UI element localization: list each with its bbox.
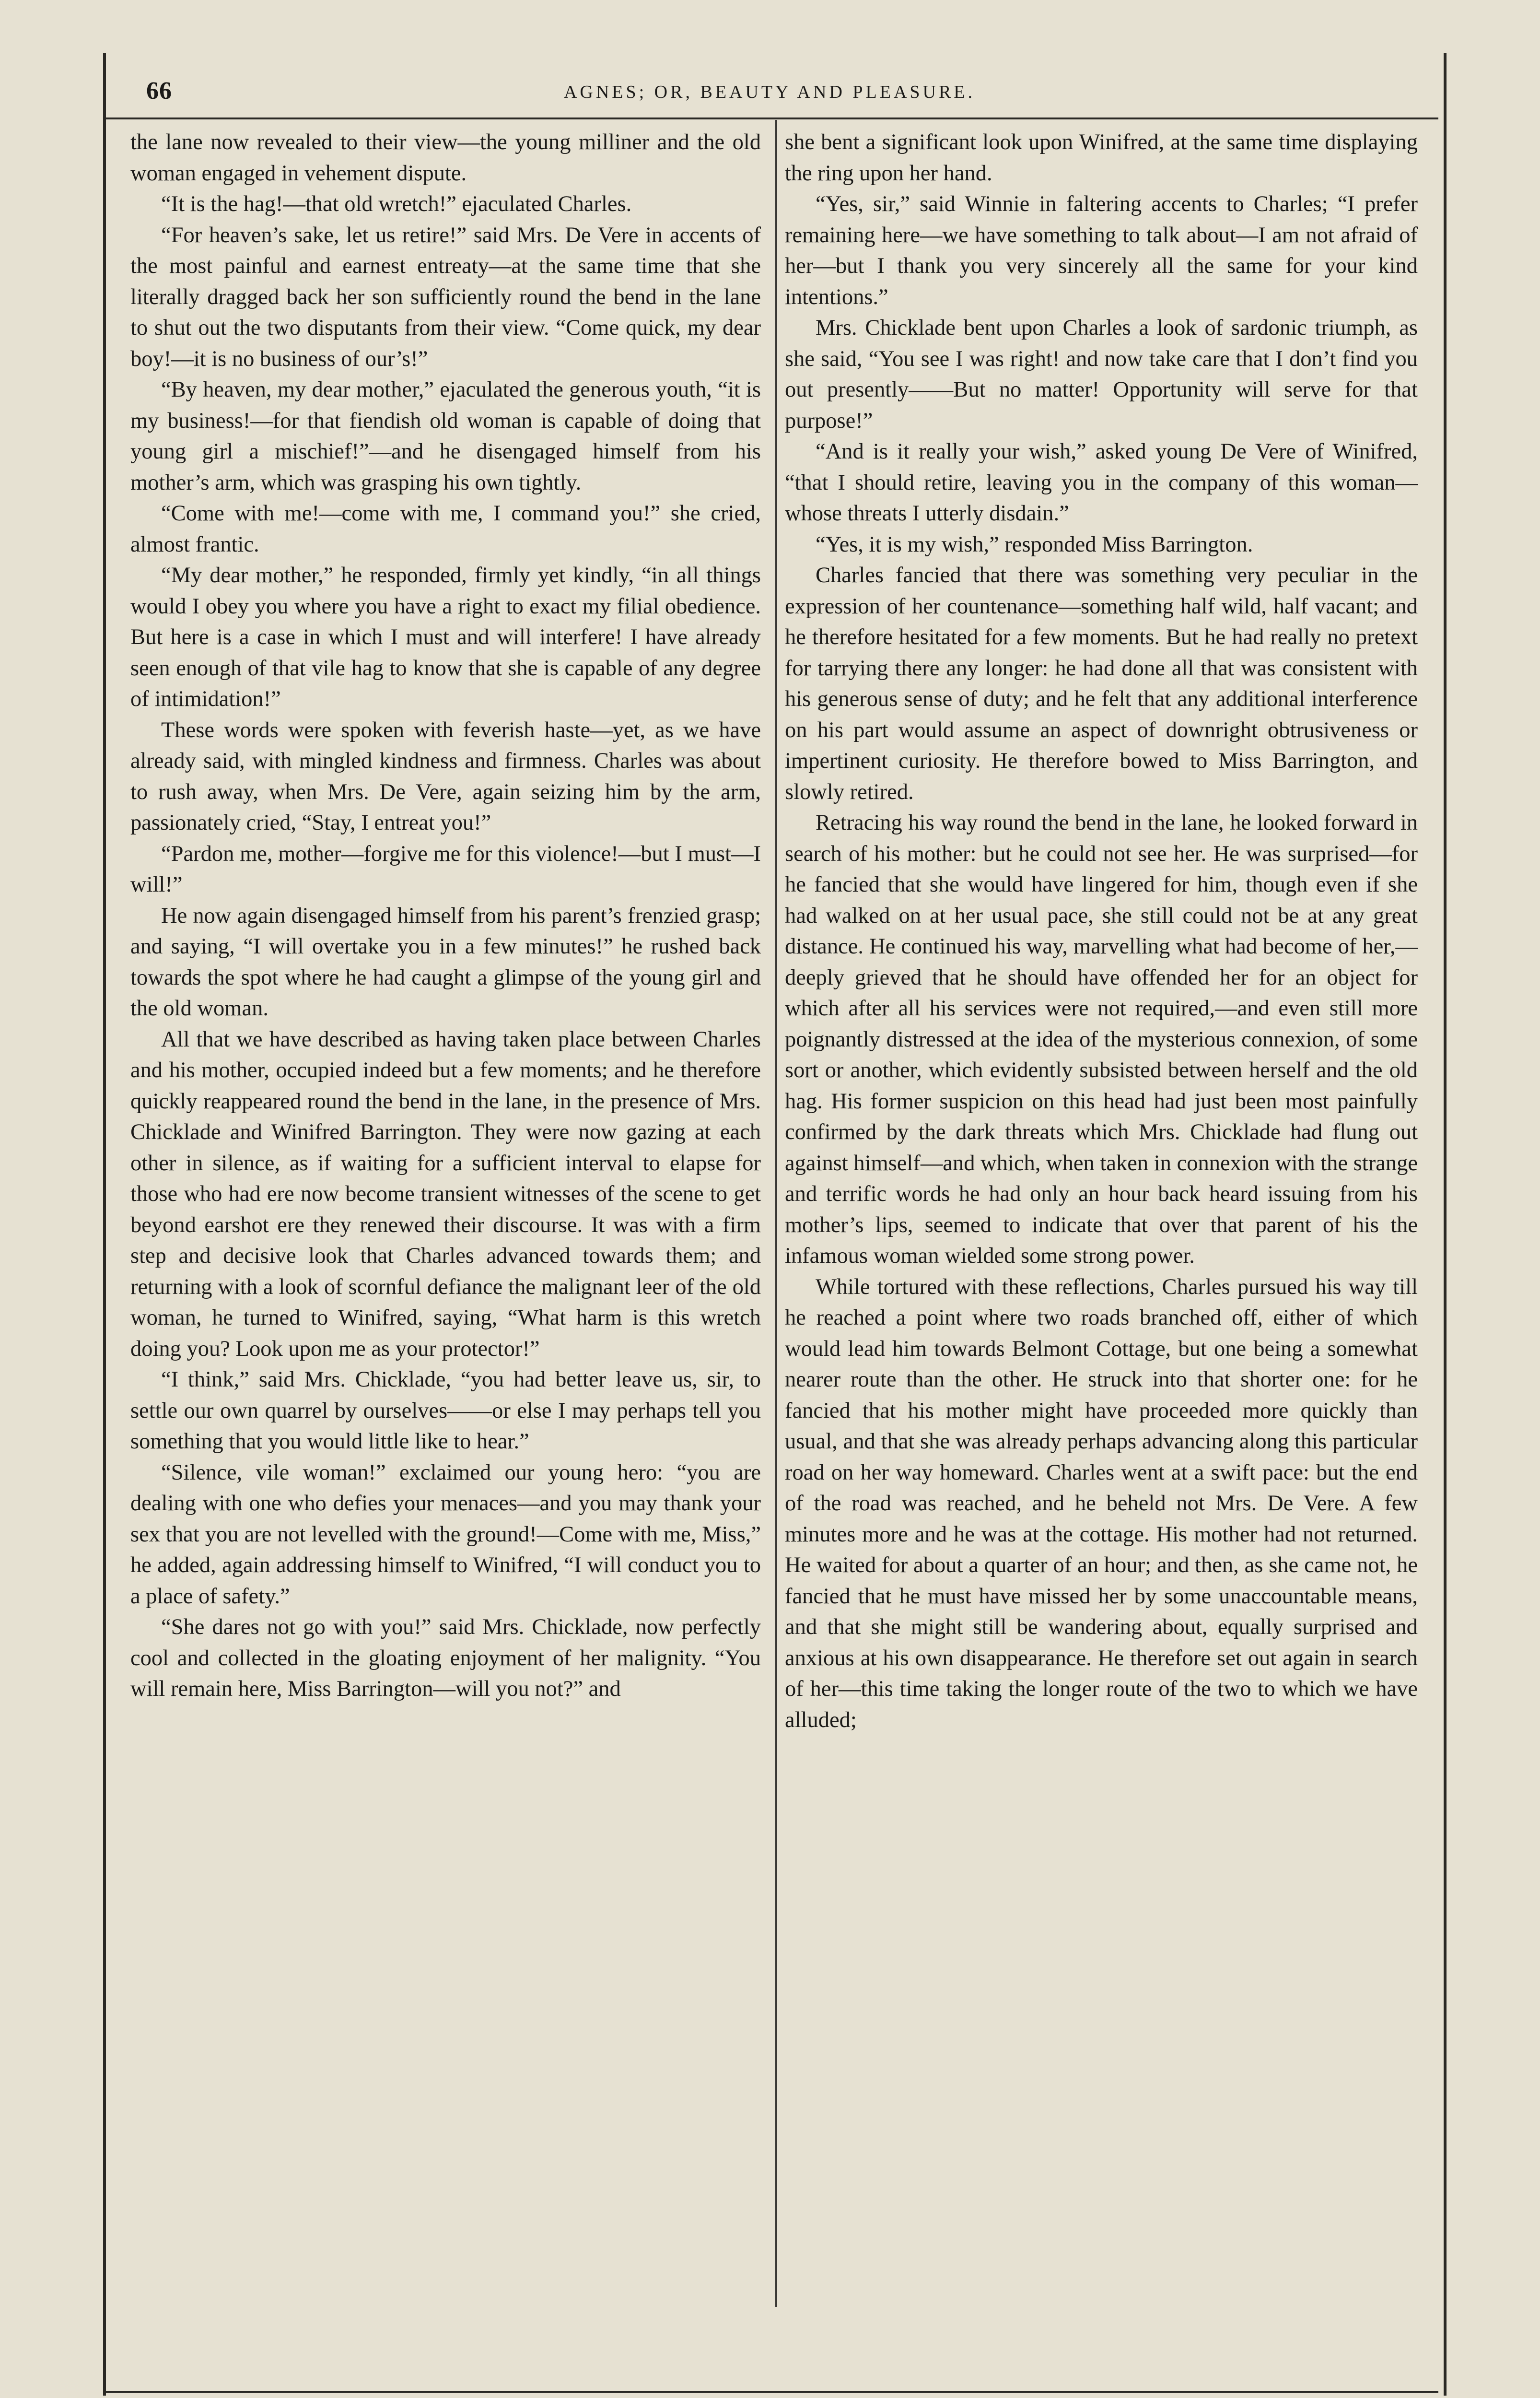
paragraph: While tortured with these reflections, Charles pursued his way till he reached a point where two roads branched off, either of which would lead him towards Belmont Cottage, but one being a somewhat nearer route than the other. He struck into that shorter one: for he fancied that his mother might have proceeded more quickly than usual, and that she was already perhaps advancing along this particular road on her way homeward. Charles went at a swift pace: but the end of the road was reached, and he beheld not Mrs. De Vere. A few minutes more and he was at the cottage. His mother had not returned. He waited for about a quarter of an hour; and then, as she came not, he fancied that he must have missed her by some unaccountable means, and that she might still be wandering about, equally surprised and anxious at his own disappearance. He therefore set out again in search of her—this time taking the longer route of the two to which we have alluded; — [785, 1274, 1418, 1732]
running-title: AGNES; OR, BEAUTY AND PLEASURE. — [563, 82, 976, 102]
page-number: 66 — [146, 77, 172, 105]
column-divider — [775, 120, 777, 2307]
footer-rule — [105, 2391, 1438, 2393]
paragraph: the lane now revealed to their view—the young milliner and the old woman engaged in vehement dispute. — [130, 130, 761, 186]
paragraph: she bent a significant look upon Winifred, at the same time displaying the ring upon her hand. — [785, 130, 1418, 186]
paragraph: All that we have described as having taken place between Charles and his mother, occupied indeed but a few moments; and he therefore quickly reappeared round the bend in the lane, in the presence of Mrs. Chicklade and Winifred Barrington. They were now gazing at each other in silence, as if waiting for a sufficient interval to elapse for those who had ere now become transient witnesses of the scene to get beyond earshot ere they renewed their discourse. It was with a firm step and decisive look that Charles advanced towards them; and returning with a look of scornful defiance the malignant leer of the old woman, he turned to Winifred, saying, “What harm is this wretch doing you? Look upon me as your protector!” — [130, 1027, 761, 1361]
page-header — [122, 72, 1417, 120]
left-column — [130, 127, 761, 2304]
paragraph: “It is the hag!—that old wretch!” ejaculated Charles. — [161, 192, 632, 216]
paragraph: He now again disengaged himself from his parent’s frenzied grasp; and saying, “I will overtake you in a few minutes!” he rushed back towards the spot where he had caught a glimpse of the young girl and the old woman. — [130, 903, 761, 1021]
paragraph: “By heaven, my dear mother,” ejaculated the generous youth, “it is my business!—for that fiendish old woman is capable of doing that young girl a mischief!”—and he disengaged himself from his mother’s arm, which was grasping his own tightly. — [130, 377, 761, 495]
paragraph: Retracing his way round the bend in the lane, he looked forward in search of his mother: but he could not see her. He was surprised—for he fancied that she would have lingered for him, though even if she had walked on at her usual pace, she still could not be at any great distance. He continued his way, marvelling what had become of her,—deeply grieved that he should have offended her for an object for which after all his services were not required,—and even still more poignantly distressed at the idea of the mysterious connexion, of some sort or another, which evidently subsisted between herself and the old hag. His former suspicion on this head had just been most painfully confirmed by the dark threats which Mrs. Chicklade had flung out against himself—and which, when taken in connexion with the strange and terrific words he had only an hour back heard issuing from his mother’s lips, seemed to indicate that over that parent of his the infamous woman wielded some strong power. — [785, 811, 1418, 1268]
paragraph: “Yes, sir,” said Winnie in faltering accents to Charles; “I prefer remaining here—we have something to talk about—I am not afraid of her—but I thank you very sincerely all the same for your kind intentions.” — [785, 192, 1418, 309]
paragraph: “Pardon me, mother—forgive me for this violence!—but I must—I will!” — [130, 841, 761, 897]
paragraph: Charles fancied that there was something very peculiar in the expression of her countenance—something half wild, half vacant; and he therefore hesitated for a few moments. But he had really no pretext for tarrying there any longer: he had done all that was consistent with his generous sense of duty; and he felt that any additional interference on his part would assume an aspect of downright obtrusiveness or impertinent curiosity. He therefore bowed to Miss Barrington, and slowly retired. — [785, 563, 1418, 804]
paragraph: “And is it really your wish,” asked young De Vere of Winifred, “that I should retire, leaving you in the company of this woman—whose threats I utterly disdain.” — [785, 439, 1418, 526]
paragraph: “She dares not go with you!” said Mrs. Chicklade, now perfectly cool and collected in the gloating enjoyment of her malignity. “You will remain here, Miss Barrington—will you not?” and — [130, 1615, 761, 1701]
paragraph: Mrs. Chicklade bent upon Charles a look of sardonic triumph, as she said, “You see I was right! and now take care that I don’t find you out presently——But no matter! Opportunity will serve for that purpose!” — [785, 316, 1418, 433]
paragraph: “Come with me!—come with me, I command you!” she cried, almost frantic. — [130, 501, 761, 557]
paragraph: “My dear mother,” he responded, firmly yet kindly, “in all things would I obey you where you have a right to exact my filial obedience. But here is a case in which I must and will interfere! I have already seen enough of that vile hag to know that she is capable of any degree of intimidation!” — [130, 563, 761, 711]
paragraph: “For heaven’s sake, let us retire!” said Mrs. De Vere in accents of the most painful and earnest entreaty—at the same time that she literally dragged back her son sufficiently round the bend in the lane to shut out the two disputants from their view. “Come quick, my dear boy!—it is no business of our’s!” — [130, 223, 761, 371]
right-column — [785, 127, 1418, 2304]
header-rule — [105, 118, 1438, 119]
paragraph: “Yes, it is my wish,” responded Miss Barrington. — [816, 532, 1253, 557]
paragraph: “I think,” said Mrs. Chicklade, “you had better leave us, sir, to settle our own quarrel by ourselves——or else I may perhaps tell you something that you would little like to hear.” — [130, 1367, 761, 1454]
paragraph: These words were spoken with feverish haste—yet, as we have already said, with mingled kindness and firmness. Charles was about to rush away, when Mrs. De Vere, again seizing him by the arm, passionately cried, “Stay, I entreat you!” — [130, 717, 761, 835]
paragraph: “Silence, vile woman!” exclaimed our young hero: “you are dealing with one who defies your menaces—and you may thank your sex that you are not levelled with the ground!—Come with me, Miss,” he added, again addressing himself to Winifred, “I will conduct you to a place of safety.” — [130, 1460, 761, 1609]
